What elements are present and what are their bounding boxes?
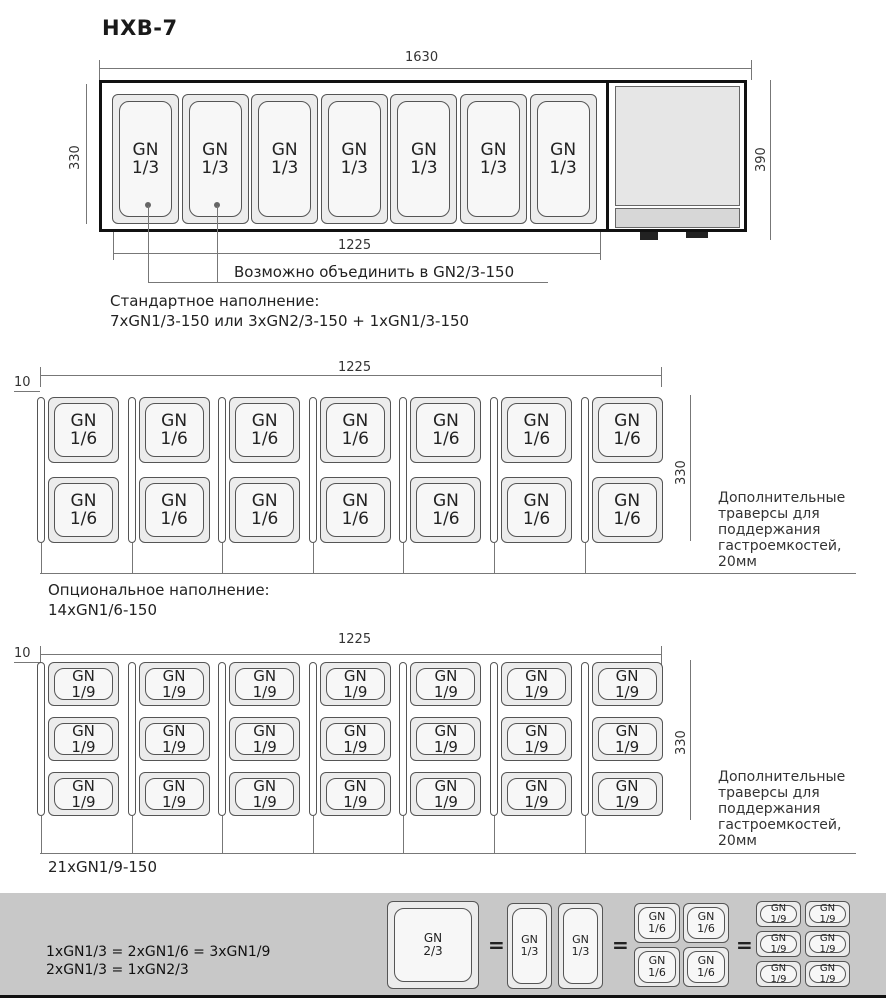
gn-pan-label: GN 1/9: [71, 777, 96, 811]
gn-pan-label: GN 1/9: [433, 777, 458, 811]
equals-sign: =: [612, 933, 629, 957]
gn-pan-label: GN 1/9: [615, 722, 640, 756]
dim-label-1225: 1225: [338, 632, 372, 647]
dim-label-10: 10: [14, 375, 31, 390]
gn-pan-label: GN 1/9: [770, 963, 787, 985]
gn-pan-inner: [416, 483, 475, 537]
gn-pan: [320, 477, 391, 543]
gn-pan-inner: [189, 101, 242, 217]
leader-line: [403, 816, 404, 853]
support-rail: [309, 662, 317, 816]
gn-pan: [558, 903, 603, 989]
gn-pan: [805, 931, 850, 957]
gn-pan-label: GN 1/9: [252, 722, 277, 756]
gn-pan-label: GN 1/9: [433, 667, 458, 701]
gn-pan-inner: [809, 935, 846, 953]
gn-pan-label: GN 1/6: [613, 411, 641, 449]
leader-line: [494, 543, 495, 573]
gn-pan-inner: [687, 907, 725, 939]
dim-label-330: 330: [674, 730, 689, 755]
rail-note-line: гастроемкостей,: [718, 538, 842, 554]
gn-pan-label: GN 1/9: [819, 933, 836, 955]
dim-line-1225: [113, 253, 601, 254]
dim-line-330: [690, 395, 691, 541]
gn-pan-label: GN 1/6: [522, 491, 551, 529]
gn-pan-inner: [467, 101, 520, 217]
gn-pan-label: GN 1/6: [341, 411, 369, 449]
gn-pan-inner: [760, 965, 797, 983]
gn-pan-inner: [235, 403, 294, 457]
dim-label-1225: 1225: [338, 238, 372, 253]
gn-pan-label: GN 1/6: [697, 954, 715, 979]
gn-pan: [501, 477, 572, 543]
gn-pan: [460, 94, 527, 224]
gn-pan: [507, 903, 552, 989]
leader-line: [40, 853, 856, 854]
dim-label-390: 390: [754, 147, 769, 172]
gn-pan: [229, 477, 300, 543]
gn-pan: [592, 662, 663, 706]
gn-pan: [229, 772, 300, 816]
rail-note-line: 20мм: [718, 554, 757, 570]
gn-pan-inner: [145, 778, 204, 810]
cabinet-foot: [686, 232, 708, 238]
gn-pan: [139, 662, 210, 706]
gn-pan: [756, 931, 801, 957]
gn-pan-inner: [760, 935, 797, 953]
gn-pan: [390, 94, 457, 224]
gn-pan: [410, 397, 481, 463]
dim-line-1225: [40, 654, 662, 655]
gn-pan-inner: [687, 951, 725, 983]
gn-pan-label: GN 1/9: [162, 722, 187, 756]
gn-pan: [410, 772, 481, 816]
dim-tick: [113, 232, 114, 260]
dim-tick: [600, 232, 601, 260]
gn-pan-label: GN 1/6: [432, 411, 460, 449]
gn-pan: [387, 901, 479, 989]
combine-note: Возможно объединить в GN2/3-150: [234, 263, 515, 281]
support-rail: [128, 662, 136, 816]
leader-line: [585, 543, 586, 573]
gn-pan: [48, 772, 119, 816]
gn-pan-label: GN 1/9: [770, 933, 787, 955]
gn-pan-inner: [760, 905, 797, 923]
leader-line: [132, 816, 133, 853]
leader-line: [148, 282, 548, 283]
gn-pan: [683, 903, 729, 943]
gn-pan-label: GN 1/9: [252, 667, 277, 701]
rail-note-line: гастроемкостей,: [718, 817, 842, 833]
gn-pan: [320, 717, 391, 761]
leader-line: [40, 573, 856, 574]
gn-pan-label: GN 1/9: [343, 722, 368, 756]
leader-line: [222, 543, 223, 573]
gn-pan: [634, 903, 680, 943]
gn-pan-label: GN 1/9: [615, 667, 640, 701]
gn-pan-inner: [145, 723, 204, 755]
support-rail: [37, 397, 45, 543]
gn-pan: [48, 477, 119, 543]
gn-pan-label: GN 1/6: [160, 411, 188, 449]
gn-pan: [592, 477, 663, 543]
gn-pan: [229, 717, 300, 761]
gn-pan-inner: [416, 668, 475, 700]
gn-pan: [320, 772, 391, 816]
dim-label-10: 10: [14, 646, 31, 661]
gn-pan-label: GN 1/6: [251, 491, 279, 529]
equals-sign: =: [736, 933, 753, 957]
equivalence-legend: [0, 893, 886, 998]
gn-pan: [320, 397, 391, 463]
gn-pan-label: GN 1/6: [613, 491, 641, 529]
cabinet-compartment: [615, 86, 740, 206]
dim-label-330: 330: [68, 145, 83, 170]
gn-pan: [592, 772, 663, 816]
gn-pan-inner: [326, 483, 385, 537]
gn-pan: [410, 662, 481, 706]
rail-note-line: Дополнительные: [718, 490, 846, 506]
gn-pan: [756, 901, 801, 927]
gn-pan-inner: [638, 907, 676, 939]
gn-pan-inner: [326, 778, 385, 810]
gn-pan: [321, 94, 388, 224]
support-rail: [37, 662, 45, 816]
gn-pan-label: GN 1/6: [341, 491, 369, 529]
support-rail: [218, 397, 226, 543]
gn-pan-label: GN 1/6: [648, 910, 666, 935]
gn-pan-label: GN 1/3: [520, 933, 539, 958]
gn-pan: [501, 717, 572, 761]
gn-pan-label: GN 1/9: [433, 722, 458, 756]
gn-pan-label: GN 1/3: [340, 140, 368, 178]
cabinet-foot: [640, 232, 658, 240]
gn-pan-inner: [326, 403, 385, 457]
standard-fill-title: Стандартное наполнение:: [110, 292, 320, 310]
gn-pan-inner: [54, 403, 113, 457]
gn-pan-inner: [235, 778, 294, 810]
dim-tick: [661, 367, 662, 387]
support-rail: [490, 662, 498, 816]
gn-pan: [805, 961, 850, 987]
gn-pan-label: GN 1/3: [479, 140, 508, 178]
dim-label-1630: 1630: [405, 50, 439, 65]
rail-note: [718, 769, 845, 849]
fill-detail: 21xGN1/9-150: [48, 858, 157, 876]
gn-pan-label: GN 1/3: [201, 140, 229, 178]
gn-pan: [139, 397, 210, 463]
gn-pan-label: GN 1/6: [251, 411, 279, 449]
dim-line-10: [14, 662, 40, 663]
gn-pan-inner: [145, 483, 204, 537]
unit-divider: [606, 83, 609, 231]
leader-line: [132, 543, 133, 573]
gn-pan-inner: [416, 403, 475, 457]
equivalence-line-1: 1xGN1/3 = 2xGN1/6 = 3xGN1/9: [46, 944, 271, 960]
dim-tick: [751, 60, 752, 80]
gn-pan: [139, 772, 210, 816]
gn-pan: [139, 477, 210, 543]
rail-note-line: траверсы для: [718, 785, 820, 801]
gn-pan-inner: [809, 905, 846, 923]
rail-note-line: 20мм: [718, 833, 757, 849]
gn-pan: [501, 772, 572, 816]
leader-line: [313, 543, 314, 573]
dim-line-10: [14, 391, 40, 392]
optional-fill-title: Опциональное наполнение:: [48, 581, 270, 599]
gn-pan-label: GN 1/9: [71, 722, 96, 756]
rail-note-line: Дополнительные: [718, 769, 846, 785]
gn-pan-inner: [598, 403, 657, 457]
gn-pan-inner: [235, 483, 294, 537]
gn-pan-label: GN 1/9: [524, 667, 549, 701]
gn-pan: [139, 717, 210, 761]
gn-pan: [592, 717, 663, 761]
gn-pan-label: GN 1/9: [819, 903, 836, 925]
gn-pan-label: GN 1/9: [524, 777, 549, 811]
gn-pan-label: GN 1/6: [648, 954, 666, 979]
support-rail: [128, 397, 136, 543]
gn-pan-inner: [397, 101, 450, 217]
gn-pan: [756, 961, 801, 987]
leader-line: [217, 206, 218, 282]
gn-pan-inner: [119, 101, 172, 217]
gn-pan-label: GN 1/3: [571, 933, 590, 958]
support-rail: [581, 397, 589, 543]
support-rail: [399, 397, 407, 543]
gn-pan-inner: [537, 101, 590, 217]
gn-pan: [251, 94, 318, 224]
gn-pan-label: GN 1/9: [162, 667, 187, 701]
gn-pan-inner: [638, 951, 676, 983]
support-rail: [490, 397, 498, 543]
leader-line: [494, 816, 495, 853]
gn-pan: [501, 662, 572, 706]
leader-line: [41, 816, 42, 853]
optional-fill-detail: 14xGN1/6-150: [48, 601, 157, 619]
gn-pan: [410, 477, 481, 543]
gn-pan-inner: [598, 778, 657, 810]
gn-pan-inner: [507, 483, 566, 537]
gn-pan-label: GN 1/3: [549, 140, 577, 178]
rail-note-line: поддержания: [718, 522, 821, 538]
equals-sign: =: [488, 933, 505, 957]
equivalence-line-2: 2xGN1/3 = 1xGN2/3: [46, 962, 189, 978]
gn-pan-label: GN 1/9: [343, 777, 368, 811]
gn-pan-inner: [326, 723, 385, 755]
gn-pan: [501, 397, 572, 463]
gn-pan-label: GN 1/6: [69, 491, 98, 529]
gn-pan-label: GN 1/3: [271, 140, 299, 178]
gn-pan: [683, 947, 729, 987]
dim-line-390: [770, 80, 771, 240]
gn-pan-label: GN 1/3: [410, 140, 438, 178]
gn-pan-label: GN 1/6: [522, 411, 551, 449]
gn-pan-inner: [328, 101, 381, 217]
gn-pan: [229, 662, 300, 706]
gn-pan-inner: [326, 668, 385, 700]
gn-pan-inner: [598, 723, 657, 755]
gn-pan-inner: [54, 668, 113, 700]
rail-note-line: поддержания: [718, 801, 821, 817]
gn-pan: [410, 717, 481, 761]
standard-fill-detail: 7xGN1/3-150 или 3xGN2/3-150 + 1xGN1/3-150: [110, 312, 470, 330]
leader-line: [222, 816, 223, 853]
rail-note: [718, 490, 845, 570]
gn-pan-inner: [145, 668, 204, 700]
dim-line-330: [86, 84, 87, 224]
gn-pan-label: GN 1/9: [770, 903, 787, 925]
gn-pan: [634, 947, 680, 987]
gn-pan-label: GN 1/9: [819, 963, 836, 985]
gn-pan-label: GN 1/9: [71, 667, 96, 701]
dim-tick: [40, 367, 41, 387]
gn-pan-inner: [416, 723, 475, 755]
gn-pan-label: GN 1/9: [343, 667, 368, 701]
gn-pan: [320, 662, 391, 706]
dim-label-1225: 1225: [338, 360, 372, 375]
gn-pan-label: GN 1/3: [131, 140, 160, 178]
gn-pan-inner: [145, 403, 204, 457]
leader-line: [41, 543, 42, 573]
gn-pan-inner: [598, 483, 657, 537]
gn-pan-inner: [563, 908, 598, 984]
dim-tick: [99, 60, 100, 80]
gn-pan-label: GN 1/6: [69, 411, 98, 449]
gn-pan-label: GN 1/6: [432, 491, 460, 529]
dim-line-330: [690, 660, 691, 820]
gn-pan-inner: [394, 908, 472, 982]
gn-pan-inner: [507, 778, 566, 810]
gn-pan-inner: [512, 908, 547, 984]
gn-pan: [229, 397, 300, 463]
gn-pan-label: GN 1/9: [252, 777, 277, 811]
gn-pan-inner: [54, 483, 113, 537]
gn-pan-inner: [507, 668, 566, 700]
leader-line: [148, 206, 149, 282]
dim-line-1630: [99, 68, 752, 69]
gn-pan-label: GN 1/6: [160, 491, 188, 529]
gn-pan: [592, 397, 663, 463]
gn-pan: [805, 901, 850, 927]
model-title: HXB-7: [102, 16, 178, 40]
leader-line: [585, 816, 586, 853]
cabinet-base: [615, 208, 740, 228]
gn-pan-inner: [507, 723, 566, 755]
support-rail: [581, 662, 589, 816]
gn-pan-inner: [258, 101, 311, 217]
gn-pan-label: GN 1/9: [524, 722, 549, 756]
gn-pan: [530, 94, 597, 224]
gn-pan: [48, 662, 119, 706]
rail-note-line: траверсы для: [718, 506, 820, 522]
gn-pan-inner: [416, 778, 475, 810]
support-rail: [218, 662, 226, 816]
gn-pan-inner: [507, 403, 566, 457]
dim-label-330: 330: [674, 460, 689, 485]
leader-line: [403, 543, 404, 573]
support-rail: [309, 397, 317, 543]
gn-pan: [48, 397, 119, 463]
leader-line: [313, 816, 314, 853]
gn-pan-label: GN 2/3: [423, 931, 443, 958]
gn-pan-label: GN 1/6: [697, 910, 715, 935]
gn-pan-inner: [235, 723, 294, 755]
gn-pan-inner: [598, 668, 657, 700]
gn-pan-inner: [809, 965, 846, 983]
gn-pan-inner: [235, 668, 294, 700]
support-rail: [399, 662, 407, 816]
dim-line-1225: [40, 375, 662, 376]
gn-pan-inner: [54, 778, 113, 810]
gn-pan: [48, 717, 119, 761]
gn-pan-inner: [54, 723, 113, 755]
gn-pan-label: GN 1/9: [162, 777, 187, 811]
gn-pan-label: GN 1/9: [615, 777, 640, 811]
